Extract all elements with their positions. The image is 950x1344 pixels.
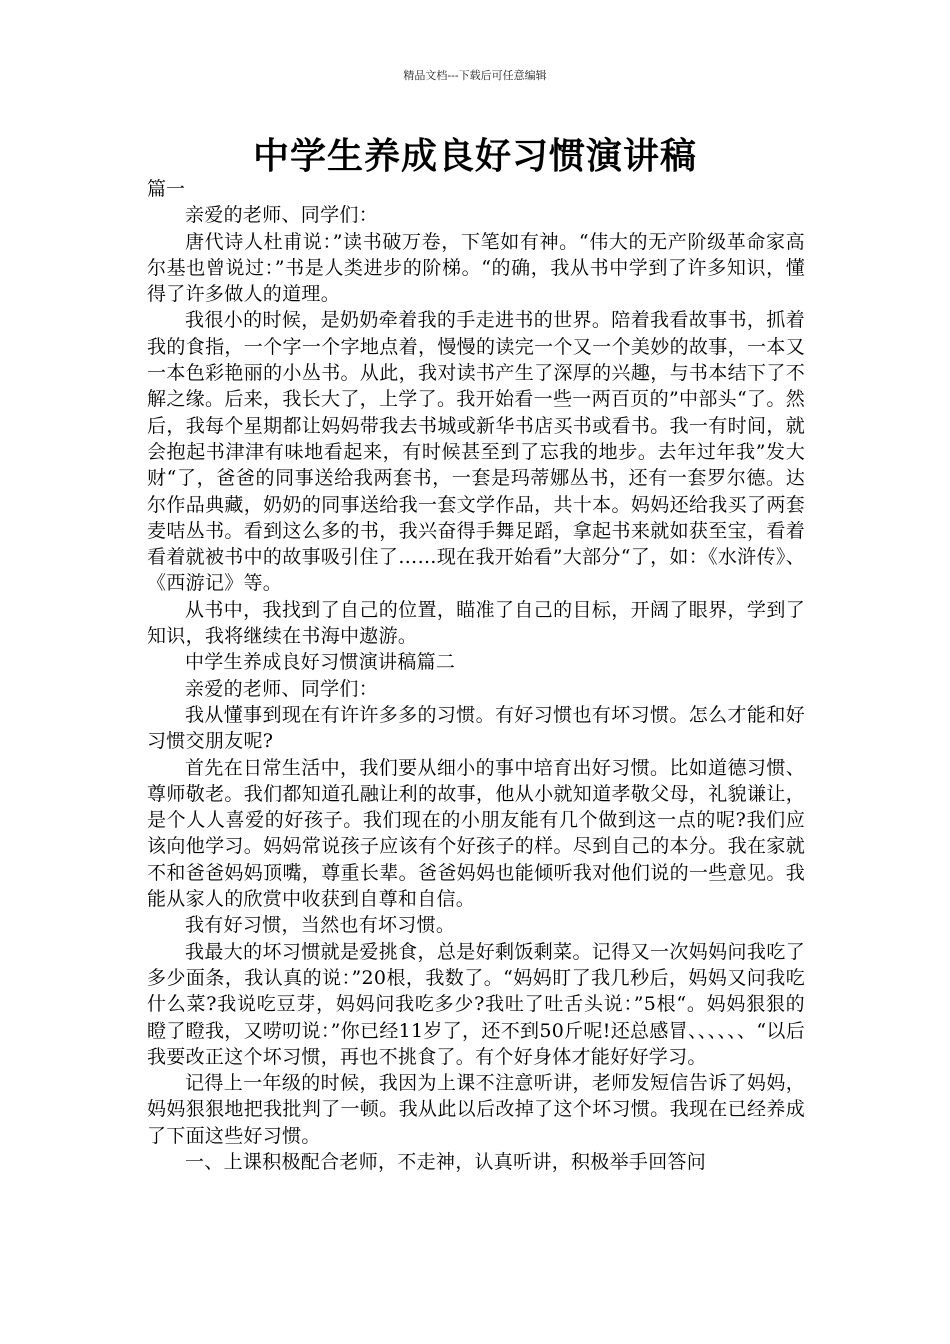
body-paragraph: 唐代诗人杜甫说：”读书破万卷，下笔如有神。“伟大的无产阶级革命家高尔基也曾说过：”书是人类进步的阶梯。“的确，我从书中学到了许多知识，懂得了许多做人的道理。 <box>147 230 805 306</box>
body-paragraph: 一、上课积极配合老师，不走神，认真听讲，积极举手回答问 <box>185 1150 707 1173</box>
salutation-paragraph: 亲爱的老师、同学们： <box>185 677 379 700</box>
section-label: 篇一 <box>147 178 186 200</box>
body-paragraph: 我从懂事到现在有许许多多的习惯。有好习惯也有坏习惯。怎么才能和好习惯交朋友呢? <box>147 703 805 753</box>
document-title: 中学生养成良好习惯演讲稿 <box>252 136 697 177</box>
body-paragraph: 我很小的时候，是奶奶牵着我的手走进书的世界。陪着我看故事书，抓着我的食指，一个字一个字地点着，慢慢的读完一个又一个美妙的故事，一本又一本色彩艳丽的小丛书。从此，我对读书产生了深厚的兴趣，与书本结下了不解之缘。后来，我长大了，上学了。我开始看一些一两百页的”中部头“了。然后，我每个星期都让妈妈带我去书城或新华书店买书或看书。我一有时间，就会抱起书津津有味地看起来，有时候甚至到了忘我的地步。去年过年我”发大财“了，爸爸的同事送给我两套书，一套是玛蒂娜丛书，还有一套罗尔德。达尔作品典藏，奶奶的同事送给我一套文学作品，共十本。妈妈还给我买了两套麦咭丛书。看到这么多的书，我兴奋得手舞足蹈，拿起书来就如获至宝，看着看着就被书中的故事吸引住了……现在我开始看”大部分“了，如：《水浒传》、《西游记》等。 <box>147 309 805 595</box>
salutation-paragraph: 亲爱的老师、同学们： <box>185 204 379 227</box>
body-paragraph: 首先在日常生活中，我们要从细小的事中培育出好习惯。比如道德习惯、尊师敬老。我们都知道孔融让利的故事，他从小就知道孝敬父母，礼貌谦让，是个人人喜爱的好孩子。我们现在的小朋友能有几个做到这一点的呢?我们应该向他学习。妈妈常说孩子应该有个好孩子的样。尽到自己的本分。我在家就不和爸爸妈妈顶嘴，尊重长辈。爸爸妈妈也能倾听我对他们说的一些意见。我能从家人的欣赏中收获到自尊和自信。 <box>147 756 805 911</box>
body-paragraph: 记得上一年级的时候，我因为上课不注意听讲，老师发短信告诉了妈妈，妈妈狠狠地把我批判了一顿。我从此以后改掉了这个坏习惯。我现在已经养成了下面这些好习惯。 <box>147 1072 805 1147</box>
body-paragraph: 我有好习惯，当然也有坏习惯。 <box>185 914 456 937</box>
section-heading: 中学生养成良好习惯演讲稿篇二 <box>185 651 456 674</box>
document-body <box>147 176 805 1175</box>
header-note: 精品文档---下载后可任意编辑 <box>403 69 547 82</box>
body-paragraph: 我最大的坏习惯就是爱挑食，总是好剩饭剩菜。记得又一次妈妈问我吃了多少面条，我认真的说：”20根，我数了。“妈妈盯了我几秒后，妈妈又问我吃什么菜?我说吃豆芽，妈妈问我吃多少?我吐了吐舌头说：”5根“。妈妈狠狠的瞪了瞪我，又唠叨说：”你已经11岁了，还不到50斤呢!还总感冒、、、、、、“以后我要改正这个坏习惯，再也不挑食了。有个好身体才能好好学习。 <box>147 940 805 1068</box>
body-paragraph: 从书中，我找到了自己的位置，瞄准了自己的目标，开阔了眼界，学到了知识，我将继续在书海中遨游。 <box>147 598 805 648</box>
